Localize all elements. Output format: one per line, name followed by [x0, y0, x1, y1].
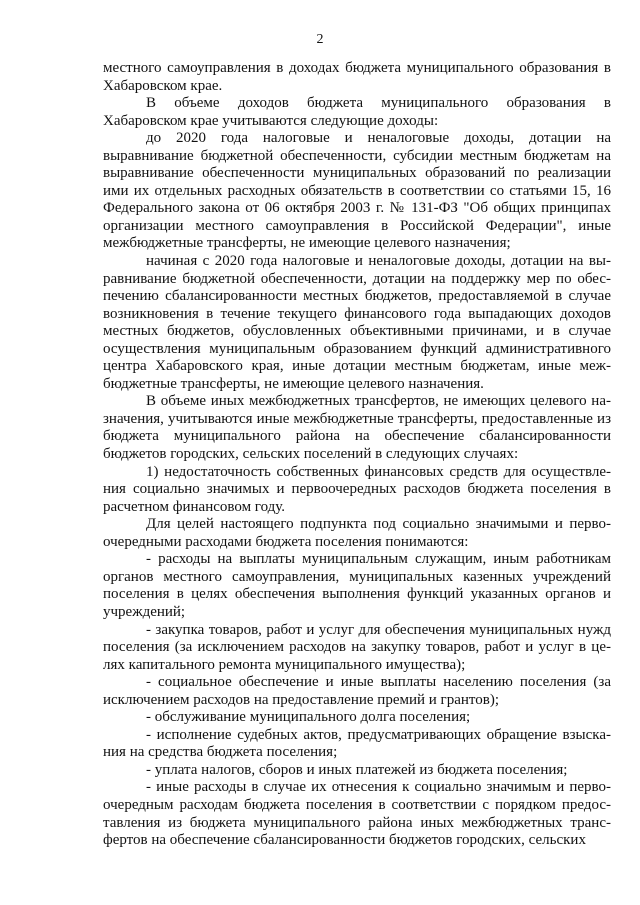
page-number: 2	[316, 32, 324, 47]
paragraph: В объеме иных межбюджетных трансфертов, не имеющих целевого назначения, учитываются иные межбюджетные трансферты, предоставленные из бюджета муниципального района на обеспечение сбалансированности бюджетов городских, сельских поселений в следующих случаях:	[103, 393, 611, 463]
paragraph: В объеме доходов бюджета муниципального образования в Хабаровском крае учитываются следующие доходы:	[103, 95, 611, 129]
paragraph: - закупка товаров, работ и услуг для обеспечения муниципальных нужд поселения (за исключением расходов на закупку товаров, работ и услуг в целях капитального ремонта муниципального имущества);	[103, 621, 611, 673]
paragraph: 1) недостаточность собственных финансовых средств для осуществления социально значимых и первоочередных расходов бюджета поселения в расчетном финансовом году.	[103, 463, 611, 515]
paragraph: - расходы на выплаты муниципальным служащим, иным работникам органов местного самоуправления, муниципальных казенных учреждений поселения в целях обеспечения выполнения функций указанных органов и учреждений;	[103, 551, 611, 620]
paragraph: местного самоуправления в доходах бюджета муниципального образования в Хабаровском крае.	[103, 60, 611, 94]
paragraph: - обслуживание муниципального долга поселения;	[146, 709, 471, 726]
paragraph: - социальное обеспечение и иные выплаты населению поселения (за исключением расходов на предоставление премий и грантов);	[103, 674, 611, 708]
paragraph: - исполнение судебных актов, предусматривающих обращение взыскания на средства бюджета поселения;	[103, 726, 611, 761]
paragraph: - уплата налогов, сборов и иных платежей из бюджета поселения;	[146, 761, 568, 778]
paragraph: начиная с 2020 года налоговые и неналоговые доходы, дотации на выравнивание бюджетной обеспеченности, дотации на поддержку мер по обеспечению сбалансированности местных бюджетов, предоставляемой в случае возникновения в течение текущего финансового года выпадающих доходов местных бюджетов, обусловленных объективными причинами, и в случае осуществления муниципальным образованием функций административного центра Хабаровского края, иные дотации местным бюджетам, иные межбюджетные трансферты, не имеющие целевого назначения.	[103, 253, 611, 392]
paragraph: до 2020 года налоговые и неналоговые доходы, дотации на выравнивание бюджетной обеспеченности, субсидии местным бюджетам на выравнивание обеспеченности муниципальных образований по реализации ими их отдельных расходных обязательств в соответствии со статьями 15, 16 Федерального закона от 06 октября 2003 г. № 131-ФЗ "Об общих принципах организации местного самоуправления в Российской Федерации", иные межбюджетные трансферты, не имеющие целевого назначения;	[103, 130, 611, 252]
paragraph: - иные расходы в случае их отнесения к социально значимым и первоочередным расходам бюджета поселения в соответствии с порядком предоставления из бюджета муниципального района иных межбюджетных трансфертов на обеспечение сбалансированности бюджетов городских, сельских	[103, 779, 611, 849]
document-body	[103, 60, 611, 850]
paragraph: Для целей настоящего подпункта под социально значимыми и первоочередными расходами бюджета поселения понимаются:	[103, 516, 611, 550]
